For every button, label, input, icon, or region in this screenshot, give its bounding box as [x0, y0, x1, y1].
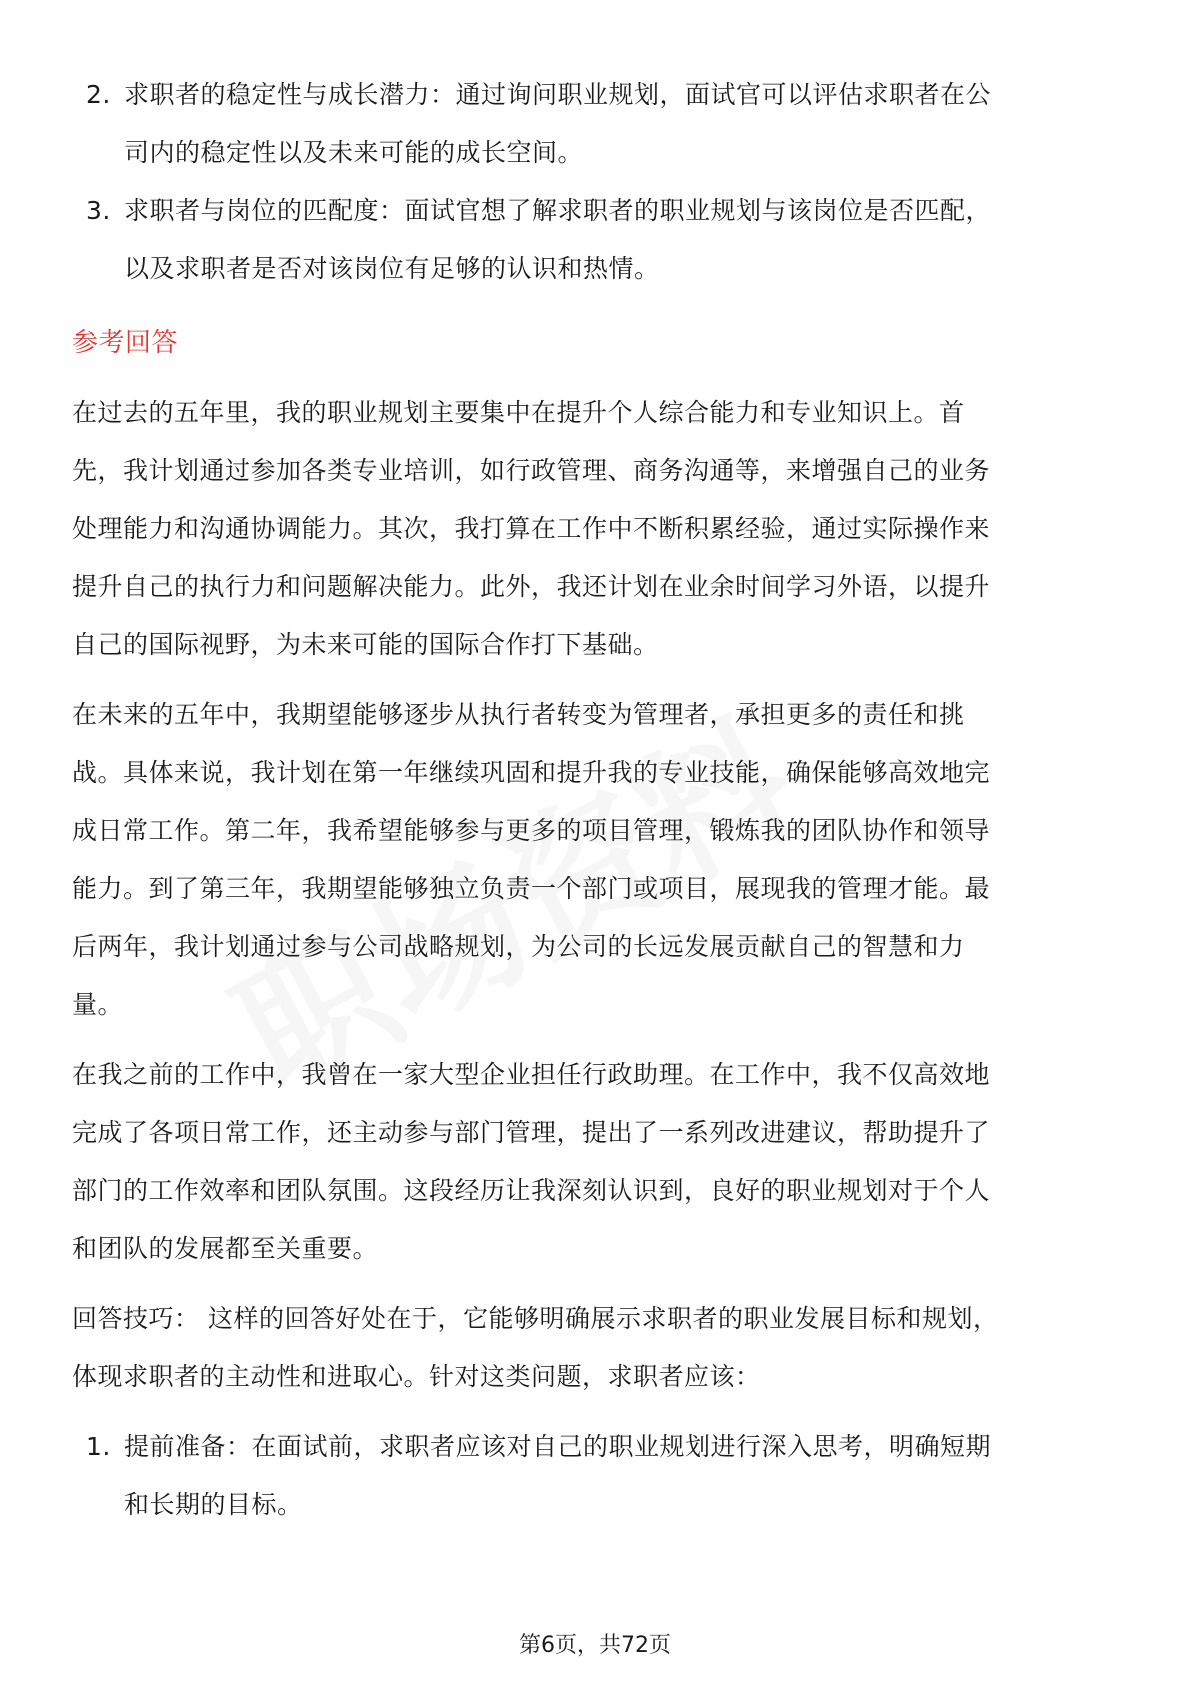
paragraph [72, 384, 1120, 674]
list-line: 和长期的目标。 [124, 1490, 303, 1519]
list-number: 3. [86, 196, 111, 225]
section-heading: 参考回答 [72, 328, 179, 358]
paragraph-line: 提升自己的执行力和问题解决能力。此外，我还计划在业余时间学习外语，以提升 [72, 572, 991, 601]
answer-tips-paragraph [72, 1290, 1120, 1406]
paragraph-line: 处理能力和沟通协调能力。其次，我打算在工作中不断积累经验，通过实际操作来 [72, 514, 991, 543]
paragraph-line: 回答技巧： 这样的回答好处在于，它能够明确展示求职者的职业发展目标和规划， [72, 1304, 999, 1333]
paragraph-line: 量。 [72, 990, 124, 1019]
paragraph-line: 在我之前的工作中，我曾在一家大型企业担任行政助理。在工作中，我不仅高效地 [72, 1060, 991, 1089]
paragraph-line: 自己的国际视野，为未来可能的国际合作打下基础。 [72, 630, 659, 659]
page-content [72, 66, 1120, 1534]
paragraph-line: 和团队的发展都至关重要。 [72, 1234, 379, 1263]
page-number-footer: 第6页，共72页 [519, 1633, 671, 1658]
list-line: 求职者与岗位的匹配度：面试官想了解求职者的职业规划与该岗位是否匹配， [124, 196, 992, 225]
paragraph-line: 成日常工作。第二年，我希望能够参与更多的项目管理，锻炼我的团队协作和领导 [72, 816, 991, 845]
paragraph-line: 在未来的五年中，我期望能够逐步从执行者转变为管理者，承担更多的责任和挑 [72, 700, 965, 729]
list-item [72, 182, 1120, 298]
paragraph [72, 686, 1120, 1034]
list-item [72, 1418, 1120, 1534]
list-line: 提前准备：在面试前，求职者应该对自己的职业规划进行深入思考，明确短期 [124, 1432, 992, 1461]
list-line: 以及求职者是否对该岗位有足够的认识和热情。 [124, 254, 660, 283]
paragraph-line: 战。具体来说，我计划在第一年继续巩固和提升我的专业技能，确保能够高效地完 [72, 758, 991, 787]
paragraph-line: 在过去的五年里，我的职业规划主要集中在提升个人综合能力和专业知识上。首 [72, 398, 965, 427]
list-number: 2. [86, 80, 111, 109]
paragraph-line: 部门的工作效率和团队氛围。这段经历让我深刻认识到，良好的职业规划对于个人 [72, 1176, 991, 1205]
paragraph-line: 后两年，我计划通过参与公司战略规划，为公司的长远发展贡献自己的智慧和力 [72, 932, 965, 961]
paragraph-line: 完成了各项日常工作，还主动参与部门管理，提出了一系列改进建议，帮助提升了 [72, 1118, 991, 1147]
paragraph [72, 1046, 1120, 1278]
intro-list [72, 66, 1120, 298]
list-number: 1. [86, 1432, 111, 1461]
tips-list [72, 1418, 1120, 1534]
paragraph-line: 能力。到了第三年，我期望能够独立负责一个部门或项目，展现我的管理才能。最 [72, 874, 991, 903]
list-line: 司内的稳定性以及未来可能的成长空间。 [124, 138, 584, 167]
list-line: 求职者的稳定性与成长潜力：通过询问职业规划，面试官可以评估求职者在公 [124, 80, 992, 109]
paragraph-line: 先，我计划通过参加各类专业培训，如行政管理、商务沟通等，来增强自己的业务 [72, 456, 991, 485]
paragraph-line: 体现求职者的主动性和进取心。针对这类问题，求职者应该： [72, 1362, 761, 1391]
list-item [72, 66, 1120, 182]
